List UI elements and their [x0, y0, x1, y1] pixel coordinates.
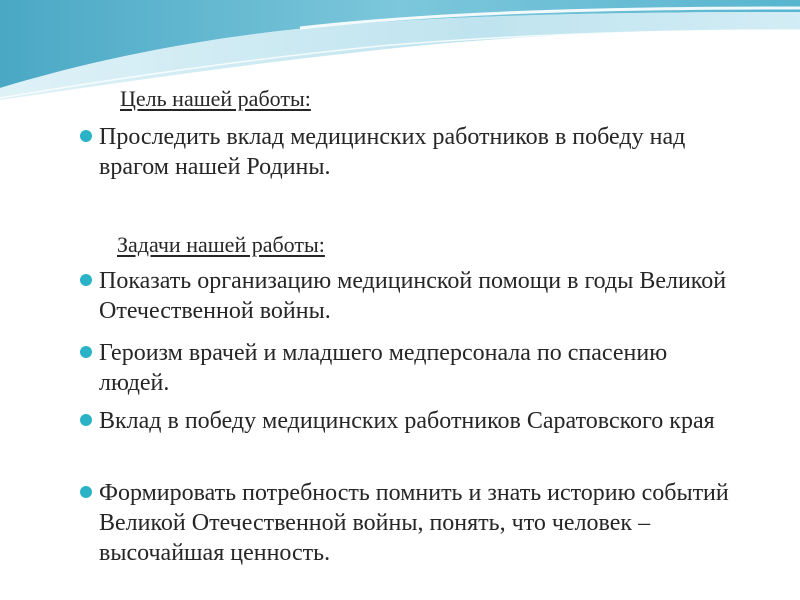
task-item	[80, 406, 740, 436]
bullet-icon	[80, 274, 92, 286]
task-item	[80, 338, 740, 398]
bullet-icon	[80, 346, 92, 358]
tasks-heading: Задачи нашей работы:	[117, 232, 325, 257]
bullet-icon	[80, 486, 92, 498]
task-item-text: Формировать потребность помнить и знать историю событий Великой Отечественной войны, понять, что человек – высочайшая ценность.	[99, 480, 729, 566]
task-item-text: Показать организацию медицинской помощи в годы Великой Отечественной войны.	[99, 268, 727, 324]
task-item-text: Героизм врачей и младшего медперсонала по спасению людей.	[99, 340, 668, 396]
bullet-icon	[80, 130, 92, 142]
task-item-text: Вклад в победу медицинских работников Саратовского края	[99, 408, 715, 434]
task-item	[80, 478, 740, 568]
goal-item-text: Проследить вклад медицинских работников в победу над врагом нашей Родины.	[99, 124, 686, 180]
goal-heading: Цель нашей работы:	[120, 86, 311, 111]
goal-item	[80, 122, 740, 182]
task-item	[80, 266, 740, 326]
bullet-icon	[80, 414, 92, 426]
